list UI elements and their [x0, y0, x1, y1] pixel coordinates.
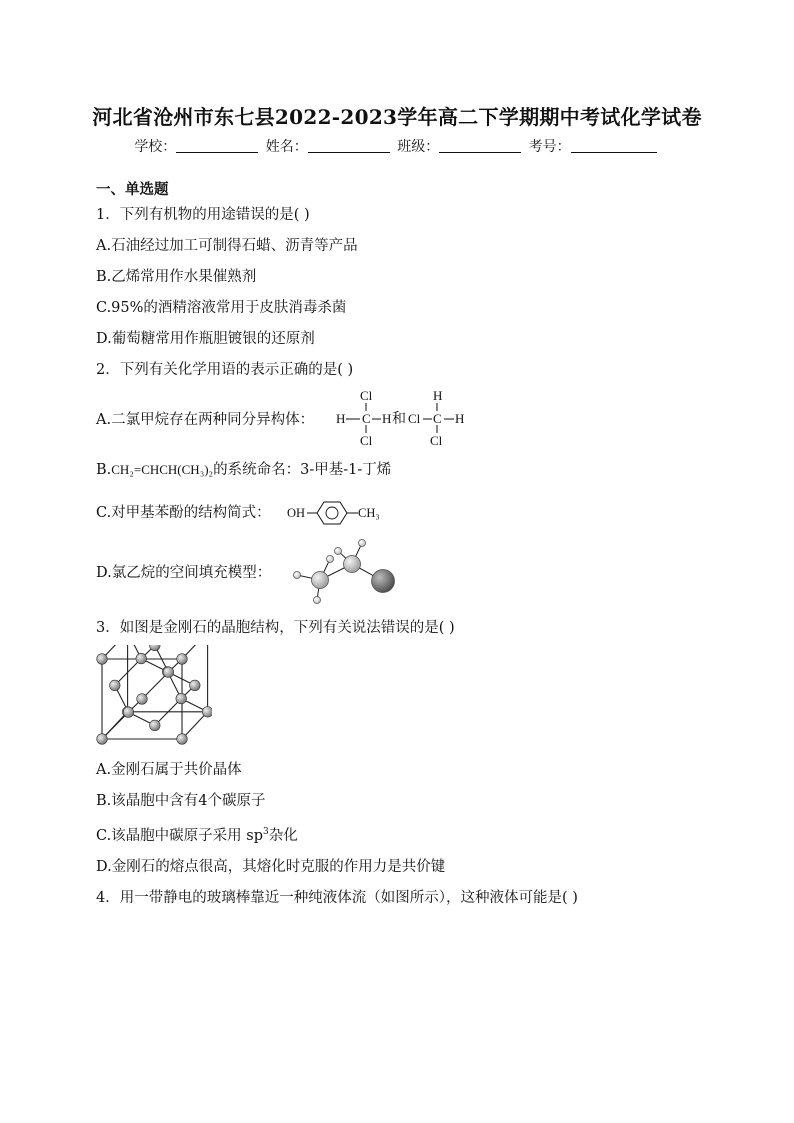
c-atom	[344, 556, 361, 573]
and-text: 和	[392, 412, 406, 427]
school-label: 学校：	[134, 139, 177, 155]
ch3-label: CH₃	[358, 506, 380, 520]
student-info-line	[0, 136, 794, 156]
carbon-atom	[177, 654, 188, 665]
h-atom	[359, 540, 366, 547]
struct1-h-right: H	[382, 411, 392, 426]
q2-stem: 2．下列有关化学用语的表示正确的是( )	[96, 362, 354, 378]
q2-option-d-text: D.氯乙烷的空间填充模型：	[96, 565, 272, 581]
q1-option-c: C.95%的酒精溶液常用于皮肤消毒杀菌	[96, 300, 347, 316]
q2-option-c-text: C.对甲基苯酚的结构简式：	[96, 505, 271, 521]
q3-option-d: D.金刚石的熔点很高，其熔化时克服的作用力是共价键	[96, 859, 446, 875]
name-blank	[308, 138, 390, 153]
q1-option-d: D.葡萄糖常用作瓶胆镀银的还原剂	[96, 331, 315, 347]
diamond-unit-cell-diagram	[92, 645, 212, 750]
struct2-c: C	[433, 411, 442, 426]
carbon-atom	[176, 693, 187, 704]
h-atom	[294, 572, 301, 579]
q3-c-superscript: 3	[263, 827, 269, 837]
q3-c-pre: C.该晶胞中碳原子采用 sp	[96, 827, 264, 844]
h-atom	[314, 597, 321, 604]
struct1-cl-bottom: Cl	[360, 433, 373, 448]
carbon-atom	[137, 694, 148, 705]
carbon-atom	[177, 734, 188, 745]
q2-b-formula: CH₂=CHCH(CH₃)₂	[111, 462, 214, 477]
q1-option-b: B.乙烯常用作水果催熟剂	[96, 269, 257, 285]
q1-stem: 1．下列有机物的用途错误的是( )	[96, 207, 310, 223]
cl-atom	[372, 570, 395, 593]
q4-stem: 4．用一带静电的玻璃棒靠近一种纯液体流（如图所示），这种液体可能是( )	[96, 890, 578, 906]
carbon-atom	[163, 667, 174, 678]
q3-option-a: A.金刚石属于共价晶体	[96, 762, 242, 778]
q3-option-c	[96, 822, 298, 846]
class-blank	[439, 138, 521, 153]
struct1-c: C	[362, 411, 371, 426]
q2-b-prefix: B.	[96, 462, 112, 478]
q3-stem: 3．如图是金刚石的晶胞结构，下列有关说法错误的是( )	[96, 620, 455, 636]
name-label: 姓名：	[265, 139, 308, 155]
struct1-cl-top: Cl	[360, 388, 373, 403]
page-title: 河北省沧州市东七县2022-2023学年高二下学期期中考试化学试卷	[92, 105, 702, 129]
carbon-atom	[97, 654, 108, 665]
q1-option-a: A.石油经过加工可制得石蜡、沥青等产品	[96, 238, 358, 254]
carbon-atom	[150, 720, 161, 731]
q2-option-b	[96, 460, 391, 480]
carbon-atom	[123, 707, 134, 718]
number-blank	[571, 138, 657, 153]
q2-b-suffix: 的系统命名：3-甲基-1-丁烯	[213, 462, 392, 478]
struct2-h-right: H	[455, 411, 465, 426]
c-atom	[312, 572, 329, 589]
h-atom	[335, 548, 342, 555]
struct1-h-left: H	[336, 411, 346, 426]
oh-label: OH	[287, 506, 306, 520]
school-blank	[176, 138, 258, 153]
section-title: 一、单选题	[96, 181, 169, 198]
cell-edge	[182, 712, 208, 739]
dichloromethane-structures	[332, 387, 472, 449]
struct2-cl-left: Cl	[408, 411, 421, 426]
p-cresol-structure	[286, 498, 386, 528]
benzene-ring-icon	[317, 502, 347, 524]
q2-option-a-text: A.二氯甲烷存在两种同分异构体：	[96, 412, 315, 428]
carbon-atom	[202, 707, 212, 718]
struct2-h-top: H	[433, 388, 443, 403]
h-atom	[327, 556, 334, 563]
carbon-atom	[136, 653, 147, 664]
q3-c-post: 杂化	[268, 827, 298, 844]
class-label: 班级：	[397, 139, 440, 155]
number-label: 考号：	[528, 139, 571, 155]
carbon-atom	[110, 680, 121, 691]
carbon-atom	[97, 734, 108, 745]
q3-option-b: B.该晶胞中含有4个碳原子	[96, 793, 266, 809]
carbon-atom	[150, 645, 161, 651]
struct2-cl-bottom: Cl	[430, 433, 443, 448]
chloroethane-model	[286, 538, 402, 608]
carbon-atom	[190, 680, 201, 691]
